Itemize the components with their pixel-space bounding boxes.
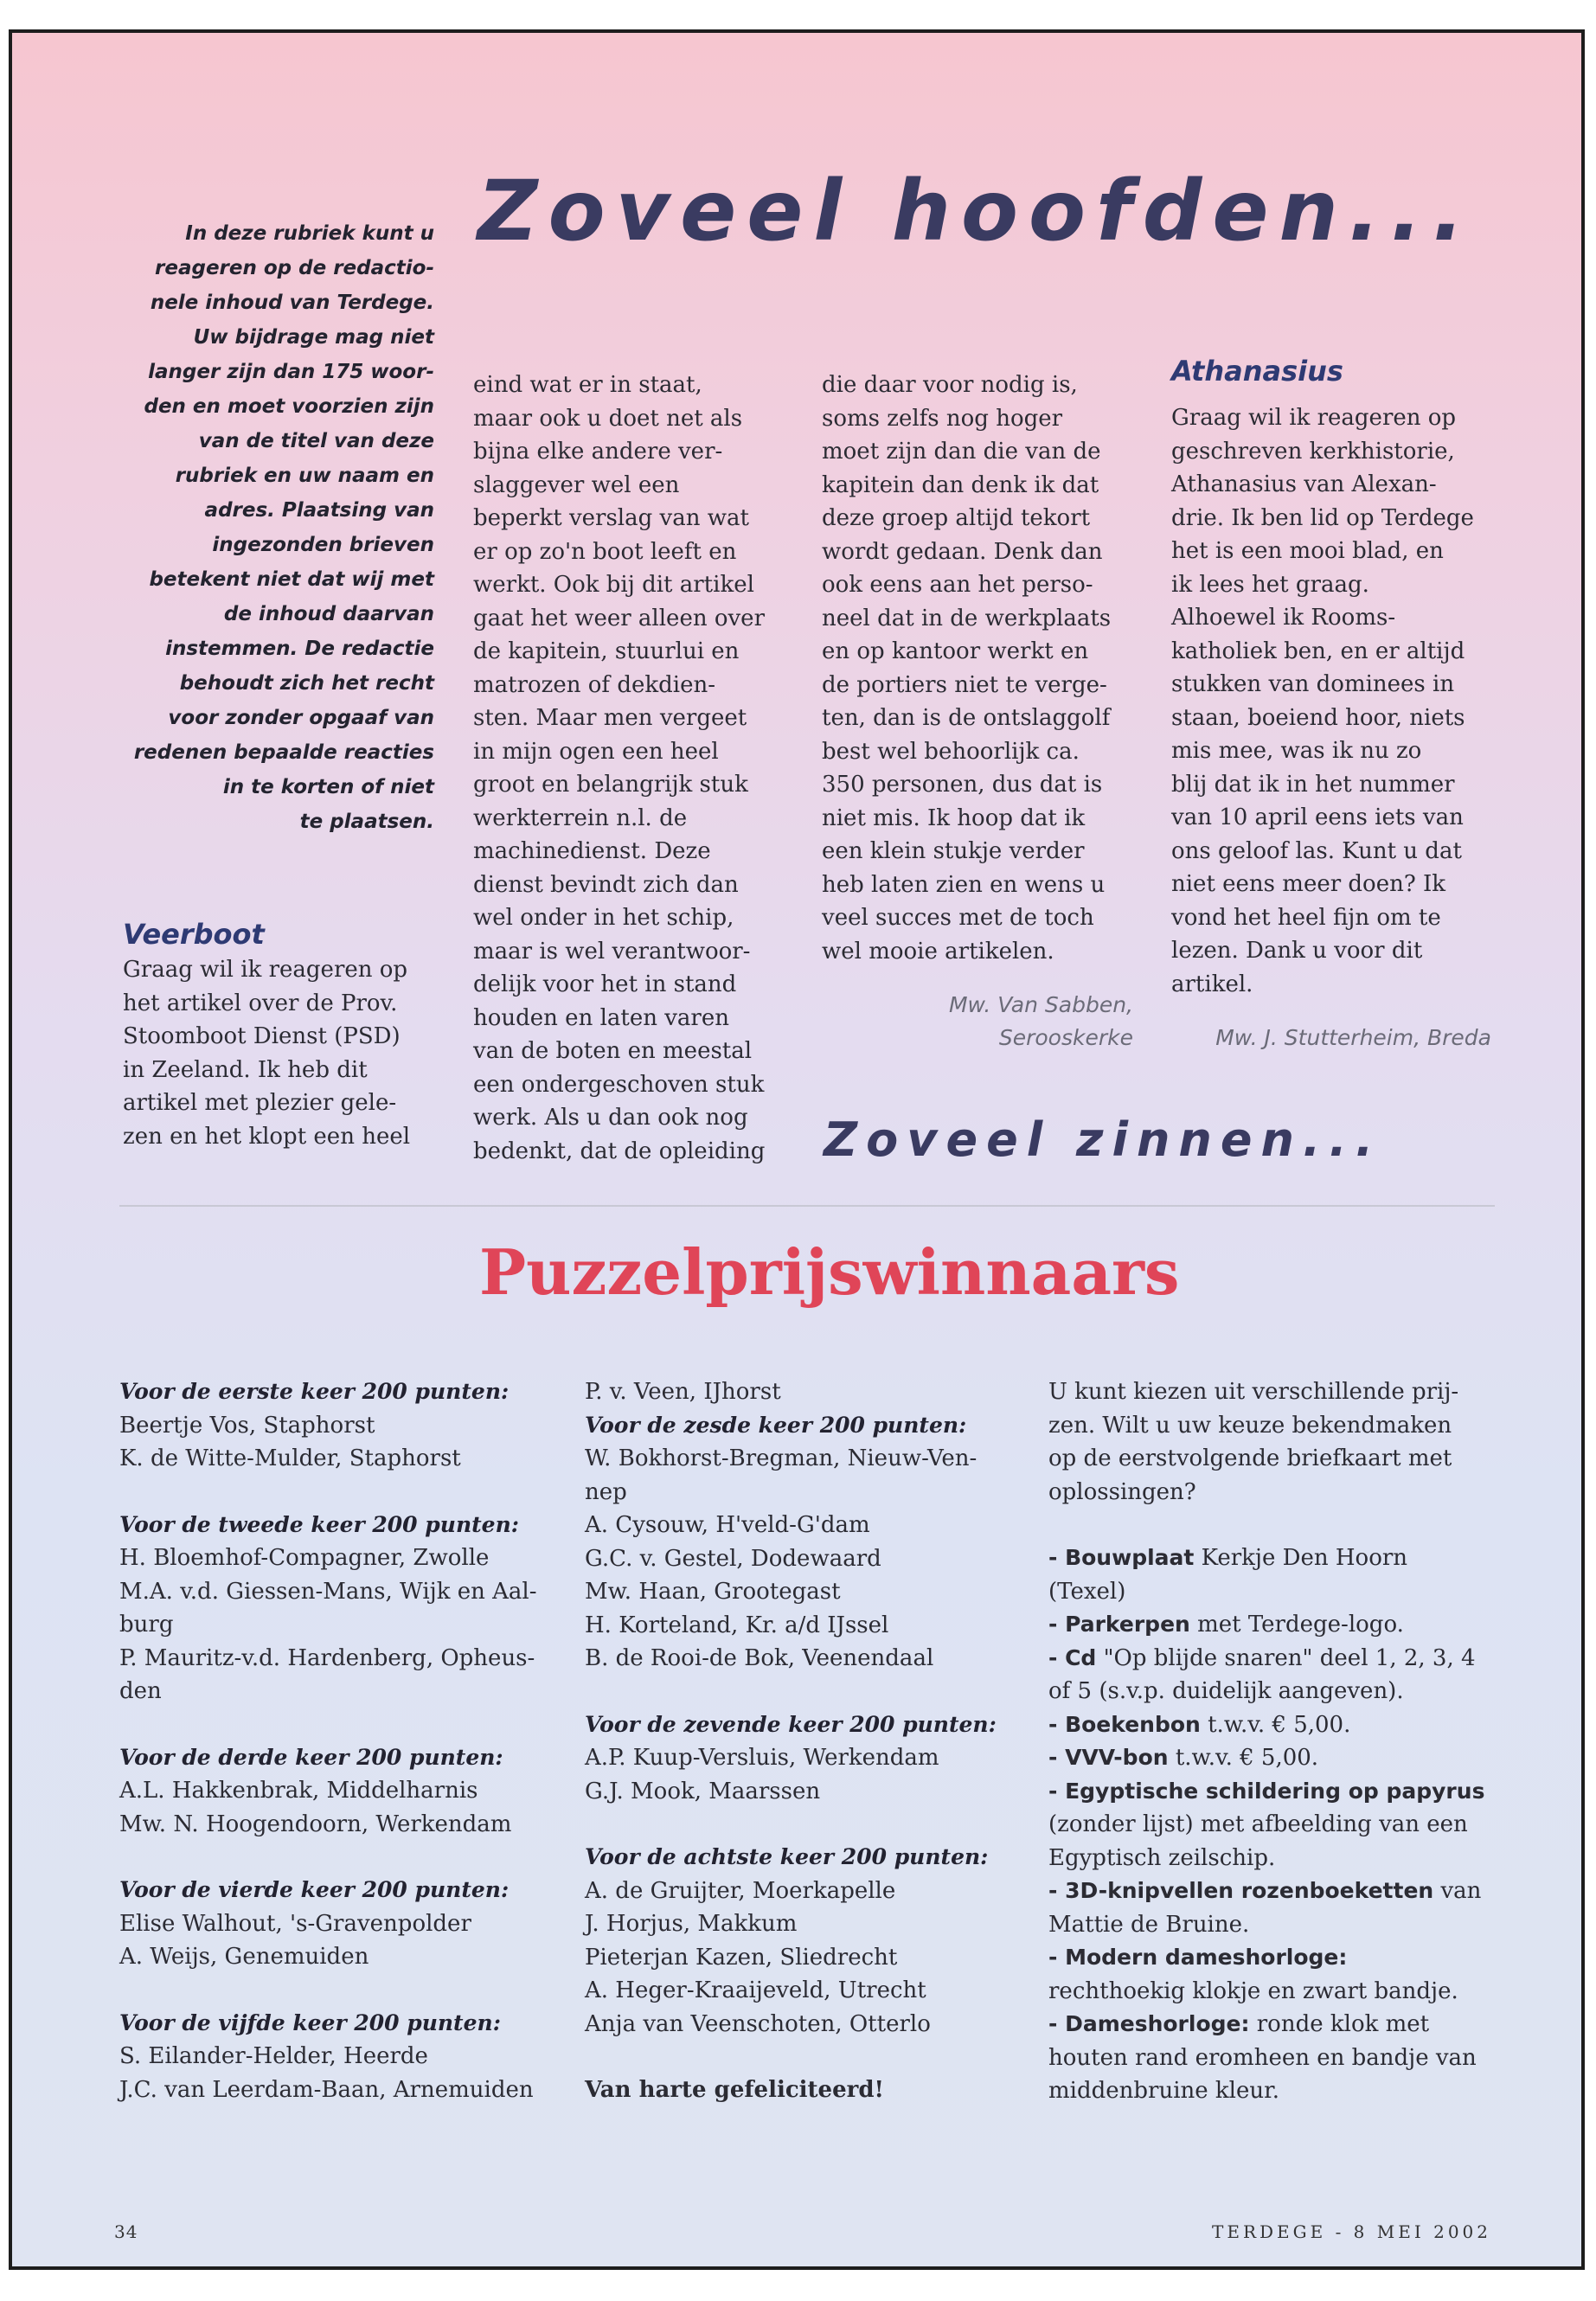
prize-name: - VVV-bon — [1048, 1745, 1169, 1770]
winner-name: A.L. Hakkenbrak, Middelharnis — [119, 1778, 478, 1804]
puzzle-group-5 — [119, 2007, 569, 2107]
puzzle-group-heading: Voor de achtste keer 200 punten: — [585, 1844, 989, 1869]
prize-desc: t.w.v. € 5,00. — [1200, 1711, 1351, 1738]
winner-name: J. Horjus, Makkum — [585, 1911, 798, 1937]
puzzle-group-heading: Voor de zesde keer 200 punten: — [585, 1412, 967, 1438]
veerboot-heading: Veerboot — [123, 918, 265, 951]
veerboot-signature: Mw. Van Sabben, Serooskerke — [948, 992, 1133, 1050]
prize-item — [1048, 1608, 1490, 1642]
winner-name: burg — [119, 1612, 174, 1638]
letters-subtitle: Zoveel zinnen... — [824, 1112, 1382, 1167]
puzzle-group-2 — [119, 1509, 569, 1708]
winner-name: A.P. Kuup-Versluis, Werkendam — [585, 1745, 939, 1771]
section-divider — [119, 1205, 1495, 1207]
prize-name: - Cd — [1048, 1644, 1097, 1670]
puzzle-group-heading: Voor de eerste keer 200 punten: — [119, 1379, 510, 1404]
congratulations-text: Van harte gefeliciteerd! — [585, 2077, 884, 2103]
veerboot-col1: Graag wil ik reageren op het artikel over de Prov. Stoomboot Dienst (PSD) in Zeeland. Ik heb dit artikel met plezier gele- zen en het klopt een heel — [123, 957, 411, 1150]
winner-name: G.C. v. Gestel, Dodewaard — [585, 1545, 881, 1572]
winner-name: H. Bloemhof-Compagner, Zwolle — [119, 1545, 490, 1571]
athanasius-heading: Athanasius — [1171, 355, 1343, 388]
winner-name: Anja van Veenschoten, Otterlo — [585, 2010, 931, 2037]
prize-item — [1048, 2008, 1490, 2108]
prize-item — [1048, 1875, 1490, 1941]
winner-name: J.C. van Leerdam-Baan, Arnemuiden — [119, 2076, 534, 2103]
athanasius-body: Graag wil ik reageren op geschreven kerkhistorie, Athanasius van Alexan- drie. Ik ben lid op Terdege het is een mooi blad, en ik lees het graag. Alhoewel ik Rooms- katholiek ben, en er altijd stukken van dominees in staan, boeiend hoor, niets mis mee, was ik nu zo blij dat ik in het nummer van 10 april eens iets van ons geloof las. Kunt u dat niet eens meer doen? Ik vond het heel fijn om te lezen. Dank u voor dit artikel. — [1171, 405, 1474, 997]
winner-name: Beertje Vos, Staphorst — [119, 1412, 375, 1439]
page-number: 34 — [114, 2221, 138, 2242]
winner-name: G.J. Mook, Maarssen — [585, 1778, 821, 1804]
puzzle-group-heading: Voor de vierde keer 200 punten: — [119, 1877, 510, 1902]
puzzle-title: Puzzelprijswinnaars — [479, 1235, 1180, 1309]
puzzle-group-heading: Voor de derde keer 200 punten: — [119, 1744, 503, 1770]
puzzle-group-6 — [585, 1409, 1035, 1676]
prize-name: - Egyptische schildering op papyrus — [1048, 1778, 1485, 1804]
winner-name: M.A. v.d. Giessen-Mans, Wijk en Aal- — [119, 1578, 537, 1605]
letters-title: Zoveel hoofden... — [478, 163, 1475, 260]
winner-name: A. Cysouw, H'veld-G'dam — [585, 1512, 870, 1538]
prize-item — [1048, 1642, 1490, 1708]
puzzle-group-8 — [585, 1841, 1035, 2041]
winner-name: Mw. N. Hoogendoorn, Werkendam — [119, 1811, 512, 1837]
winner-name: Pieterjan Kazen, Sliedrecht — [585, 1944, 898, 1971]
magazine-footer: TERDEGE - 8 MEI 2002 — [1212, 2221, 1491, 2242]
winner-name: A. Weijs, Genemuiden — [119, 1944, 369, 1970]
prize-name: - 3D-knipvellen rozenboeketten — [1048, 1878, 1434, 1903]
prize-desc: ronde klok met houten rand eromheen en bandje van middenbruine kleur. — [1048, 2011, 1477, 2104]
prizes-column — [1048, 1375, 1490, 2108]
winner-name: Mw. Haan, Grootegast — [585, 1579, 841, 1605]
prize-name: - Parkerpen — [1048, 1612, 1190, 1637]
athanasius-signature: Mw. J. Stutterheim, Breda — [1215, 1025, 1491, 1050]
puzzle-group-heading: Voor de vijfde keer 200 punten: — [119, 2009, 501, 2035]
prize-item — [1048, 1775, 1490, 1875]
puzzle-group-heading: Voor de tweede keer 200 punten: — [119, 1511, 519, 1537]
prize-desc: (zonder lijst) met afbeelding van een Egyptisch zeilschip. — [1048, 1811, 1468, 1871]
prize-item — [1048, 1741, 1490, 1775]
winner-name: A. de Gruijter, Moerkapelle — [585, 1877, 896, 1904]
winner-name: B. de Rooi-de Bok, Veenendaal — [585, 1645, 934, 1671]
winner-name: P. v. Veen, IJhorst — [585, 1379, 781, 1405]
puzzle-group-3 — [119, 1741, 569, 1842]
prize-item — [1048, 1941, 1490, 2008]
winner-name: den — [119, 1678, 162, 1704]
puzzle-group-1 — [119, 1375, 569, 1476]
winner-name: nep — [585, 1478, 627, 1505]
veerboot-col3: die daar voor nodig is, soms zelfs nog hoger moet zijn dan die van de kapitein dan denk ik dat deze groep altijd tekort wordt gedaan. Denk dan ook eens aan het perso- neel dat in de werkplaats en op kantoor werkt en de portiers niet te verge- ten, dan is de ontslaggolf best wel behoorlijk ca. 350 personen, dus dat is niet mis. Ik hoop dat ik een klein stukje verder heb laten zien en wens u veel succes met de toch wel mooie artikelen. — [822, 372, 1112, 965]
prize-name: - Bouwplaat — [1048, 1545, 1195, 1570]
puzzle-column-2 — [585, 1375, 1035, 2107]
winner-name: W. Bokhorst-Bregman, Nieuw-Ven- — [585, 1445, 977, 1471]
letters-intro: In deze rubriek kunt u reageren op de redactio- nele inhoud van Terdege. Uw bijdrage mag niet langer zijn dan 175 woor- den en moet voorzien zijn van de titel van deze rubriek en uw naam en adres. Plaatsing van ingezonden brieven betekent niet dat wij met de inhoud daarvan instemmen. De redactie behoudt zich het recht voor zonder opgaaf van redenen bepaalde reacties in te korten of niet te plaatsen. — [133, 222, 434, 833]
puzzle-group-heading: Voor de zevende keer 200 punten: — [585, 1711, 997, 1737]
puzzle-column-1 — [119, 1375, 569, 2106]
page-frame — [9, 29, 1585, 2270]
winner-name: S. Eilander-Helder, Heerde — [119, 2043, 428, 2069]
prizes-intro: U kunt kiezen uit verschillende prij- zen. Wilt u uw keuze bekendmaken op de eerstvolgende briefkaart met oplossingen? — [1048, 1379, 1459, 1505]
prize-desc: Kerkje Den Hoorn (Texel) — [1048, 1545, 1408, 1605]
prize-desc: met Terdege-logo. — [1189, 1612, 1404, 1638]
prize-name: - Dameshorloge: — [1048, 2011, 1250, 2036]
prize-name: - Modern dameshorloge: — [1048, 1945, 1348, 1970]
puzzle-group-7 — [585, 1708, 1035, 1809]
prize-item — [1048, 1541, 1490, 1608]
veerboot-col2: eind wat er in staat, maar ook u doet net als bijna elke andere ver- slaggever wel een beperkt verslag van wat er op zo'n boot leeft en werkt. Ook bij dit artikel gaat het weer alleen over de kapitein, stuurlui en matrozen of dekdien- sten. Maar men vergeet in mijn ogen een heel groot en belangrijk stuk werkterrein n.l. de machinedienst. Deze dienst bevindt zich dan wel onder in het schip, maar is wel verantwoor- delijk voor het in stand houden en laten varen van de boten en meestal een ondergeschoven stuk werk. Als u dan ook nog bedenkt, dat de opleiding — [473, 372, 766, 1164]
winner-name: H. Korteland, Kr. a/d IJssel — [585, 1612, 889, 1638]
winner-name: Elise Walhout, 's-Gravenpolder — [119, 1910, 471, 1937]
winner-name: P. Mauritz-v.d. Hardenberg, Opheus- — [119, 1644, 535, 1671]
prize-item — [1048, 1708, 1490, 1742]
winner-name: K. de Witte-Mulder, Staphorst — [119, 1445, 461, 1471]
puzzle-group-4 — [119, 1874, 569, 1974]
prize-desc: t.w.v. € 5,00. — [1168, 1745, 1319, 1771]
winner-name: A. Heger-Kraaijeveld, Utrecht — [585, 1977, 926, 2003]
prize-desc: rechthoekig klokje en zwart bandje. — [1048, 1977, 1458, 2004]
prize-desc: "Op blijde snaren" deel 1, 2, 3, 4 of 5 (s.v.p. duidelijk aangeven). — [1048, 1644, 1476, 1704]
prize-name: - Boekenbon — [1048, 1711, 1201, 1737]
prize-desc: van Mattie de Bruine. — [1048, 1878, 1482, 1938]
